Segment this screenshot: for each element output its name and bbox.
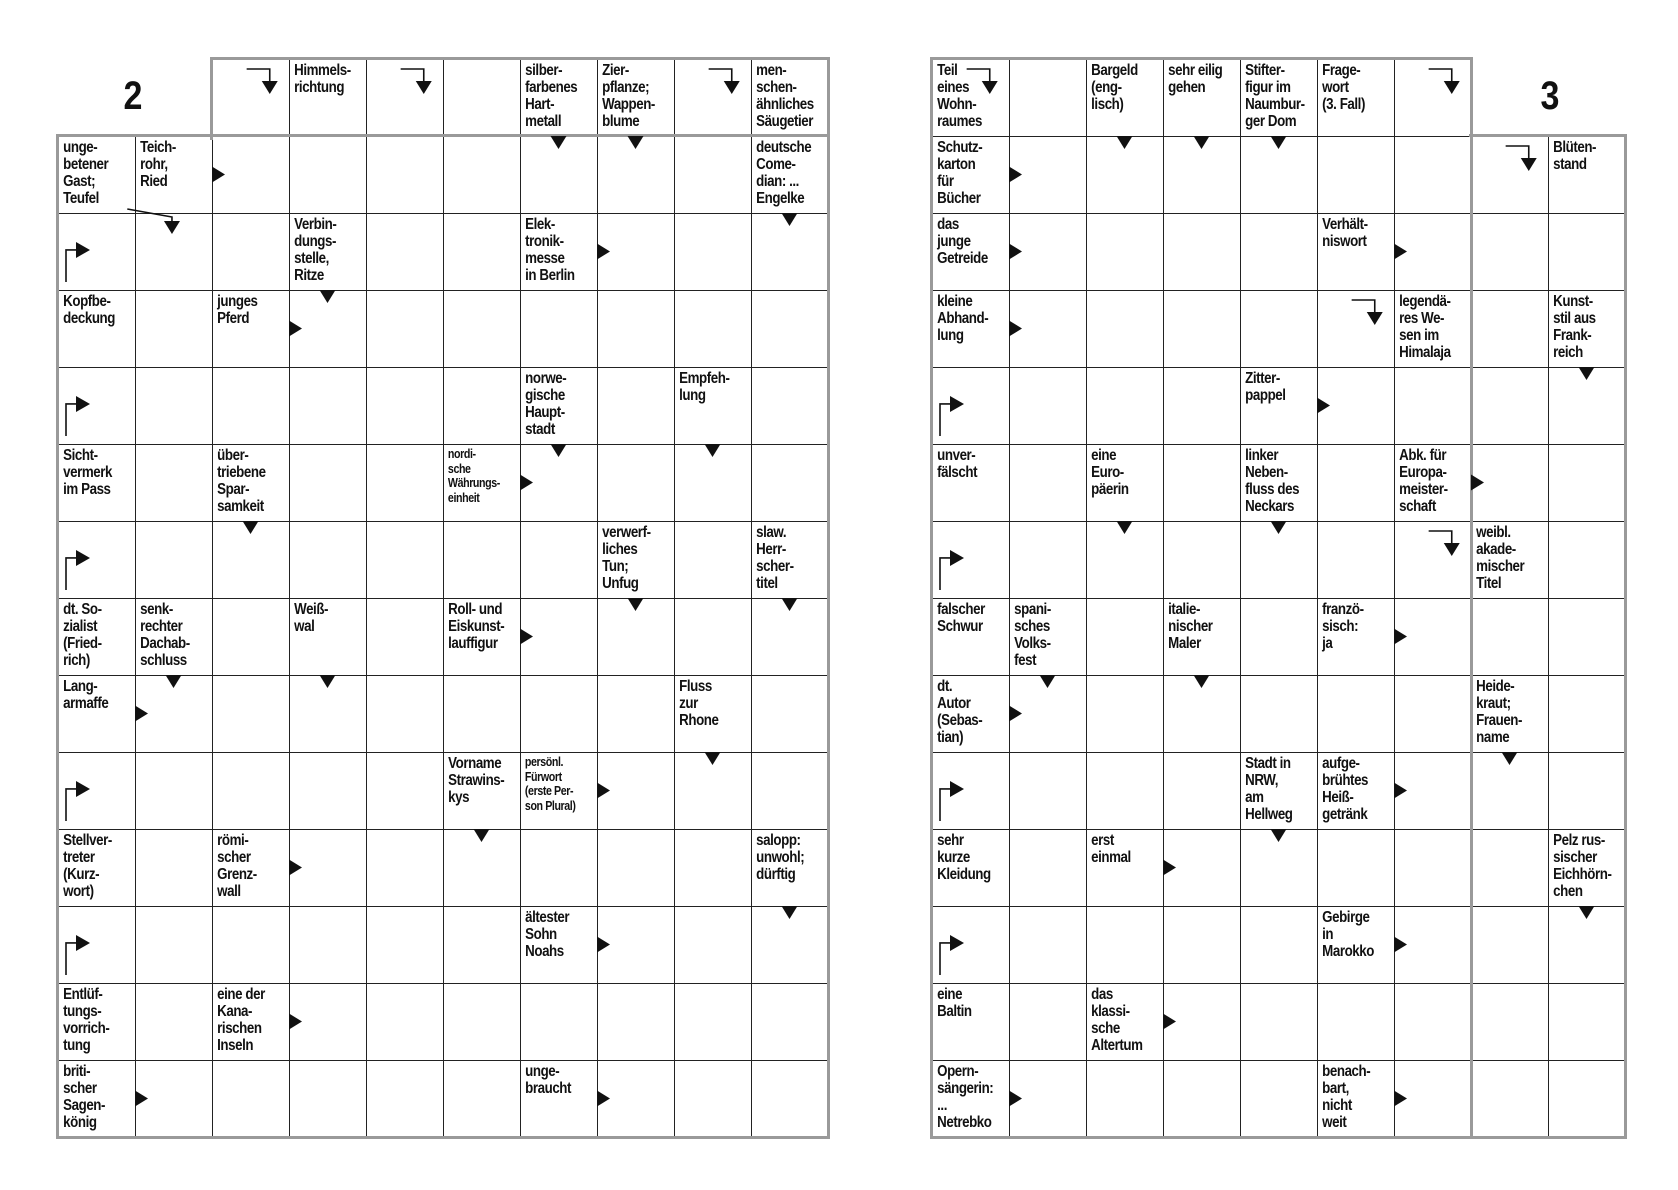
grid-cell[interactable] xyxy=(1240,290,1318,368)
grid-cell[interactable] xyxy=(520,598,598,676)
grid-cell[interactable] xyxy=(751,213,829,291)
grid-cell[interactable] xyxy=(674,59,752,137)
grid-cell[interactable] xyxy=(1163,1060,1241,1138)
clue-text: Verhält- niswort xyxy=(1322,216,1368,250)
grid-cell[interactable] xyxy=(58,367,136,445)
clue-text: aufge- brühtes Heiß- getränk xyxy=(1322,755,1369,823)
grid-cell[interactable] xyxy=(674,983,752,1061)
grid-cell[interactable] xyxy=(1394,675,1472,753)
clue-text: unge- betener Gast; Teufel xyxy=(63,139,109,207)
clue-text: unver- fälscht xyxy=(937,447,978,481)
clue-text: Zitter- pappel xyxy=(1245,370,1286,404)
grid-cell[interactable] xyxy=(1471,598,1549,676)
grid-cell[interactable] xyxy=(366,444,444,522)
grid-cell[interactable] xyxy=(597,213,675,291)
grid-cell[interactable] xyxy=(674,136,752,214)
clue-text: verwerf- liches Tun; Unfug xyxy=(602,524,651,592)
grid-cell[interactable] xyxy=(135,521,213,599)
grid-cell[interactable] xyxy=(1240,906,1318,984)
grid-cell[interactable] xyxy=(366,983,444,1061)
grid-cell[interactable] xyxy=(289,521,367,599)
grid-cell[interactable] xyxy=(1394,983,1472,1061)
grid-cell[interactable] xyxy=(674,213,752,291)
grid-cell[interactable] xyxy=(1471,983,1549,1061)
grid-cell[interactable] xyxy=(289,906,367,984)
clue-text: Frage- wort (3. Fall) xyxy=(1322,62,1365,113)
clue-text: slaw. Herr- scher- titel xyxy=(756,524,794,592)
grid-cell[interactable] xyxy=(366,598,444,676)
clue-text: Himmels- richtung xyxy=(294,62,351,96)
grid-cell[interactable] xyxy=(1317,367,1395,445)
grid-cell[interactable] xyxy=(1471,829,1549,907)
grid-cell[interactable] xyxy=(443,213,521,291)
grid-cell[interactable] xyxy=(1471,752,1549,830)
grid-cell[interactable] xyxy=(366,59,444,137)
clue-text: Fluss zur Rhone xyxy=(679,678,719,729)
clue-text: falscher Schwur xyxy=(937,601,985,635)
grid-cell[interactable] xyxy=(1163,290,1241,368)
grid-cell[interactable] xyxy=(212,675,290,753)
grid-cell[interactable] xyxy=(212,521,290,599)
grid-cell[interactable] xyxy=(597,752,675,830)
grid-cell[interactable] xyxy=(366,367,444,445)
grid-cell[interactable] xyxy=(597,136,675,214)
grid-cell[interactable] xyxy=(366,136,444,214)
grid-cell[interactable] xyxy=(443,675,521,753)
grid-cell[interactable] xyxy=(212,136,290,214)
grid-cell[interactable] xyxy=(1240,521,1318,599)
grid-cell[interactable] xyxy=(1009,444,1087,522)
grid-cell[interactable] xyxy=(212,752,290,830)
grid-cell[interactable] xyxy=(1548,521,1626,599)
grid-cell[interactable] xyxy=(597,829,675,907)
clue-text: Abk. für Europa- meister- schaft xyxy=(1399,447,1448,515)
grid-cell[interactable] xyxy=(443,367,521,445)
grid-cell[interactable] xyxy=(751,983,829,1061)
grid-cell[interactable] xyxy=(1317,829,1395,907)
clue-text: Entlüf- tungs- vorrich- tung xyxy=(63,986,110,1054)
grid-cell[interactable] xyxy=(366,1060,444,1138)
grid-cell[interactable] xyxy=(674,829,752,907)
grid-cell[interactable] xyxy=(1086,598,1164,676)
grid-cell[interactable] xyxy=(520,444,598,522)
grid-cell[interactable] xyxy=(212,59,290,137)
grid-cell[interactable] xyxy=(1240,213,1318,291)
grid-cell[interactable] xyxy=(289,367,367,445)
clue-text: sehr kurze Kleidung xyxy=(937,832,991,883)
clue-text: Kunst- stil aus Frank- reich xyxy=(1553,293,1596,361)
grid-cell[interactable] xyxy=(135,675,213,753)
clue-text: persönl. Fürwort (erste Per- son Plural) xyxy=(524,754,576,813)
grid-cell[interactable] xyxy=(289,444,367,522)
grid-cell[interactable] xyxy=(1163,752,1241,830)
clue-text: Gebirge in Marokko xyxy=(1322,909,1374,960)
grid-cell[interactable] xyxy=(1317,290,1395,368)
grid-cell[interactable] xyxy=(1163,213,1241,291)
grid-cell[interactable] xyxy=(1471,1060,1549,1138)
grid-cell[interactable] xyxy=(1240,1060,1318,1138)
grid-cell[interactable] xyxy=(1009,521,1087,599)
grid-cell[interactable] xyxy=(366,213,444,291)
clue-text: das klassi- sche Altertum xyxy=(1091,986,1143,1054)
clue-text: ältester Sohn Noahs xyxy=(525,909,570,960)
grid-cell[interactable] xyxy=(1548,1060,1626,1138)
clue-text: römi- scher Grenz- wall xyxy=(217,832,257,900)
grid-cell[interactable] xyxy=(366,521,444,599)
clue-text: sehr eilig gehen xyxy=(1168,62,1223,96)
grid-cell[interactable] xyxy=(1548,752,1626,830)
grid-cell[interactable] xyxy=(289,290,367,368)
grid-cell[interactable] xyxy=(1317,675,1395,753)
clue-text: italie- nischer Maler xyxy=(1168,601,1213,652)
grid-cell[interactable] xyxy=(1548,367,1626,445)
clue-text: Vorname Strawins- kys xyxy=(448,755,505,806)
grid-cell[interactable] xyxy=(289,983,367,1061)
clue-text: Opern- sängerin: ... Netrebko xyxy=(937,1063,994,1131)
grid-cell[interactable] xyxy=(443,829,521,907)
grid-cell[interactable] xyxy=(1009,213,1087,291)
grid-cell[interactable] xyxy=(443,290,521,368)
grid-cell[interactable] xyxy=(1548,675,1626,753)
grid-cell[interactable] xyxy=(1471,906,1549,984)
grid-cell[interactable] xyxy=(1240,829,1318,907)
clue-text: salopp: unwohl; dürftig xyxy=(756,832,805,883)
clue-text: benach- bart, nicht weit xyxy=(1322,1063,1371,1131)
grid-cell[interactable] xyxy=(1163,675,1241,753)
grid-cell[interactable] xyxy=(674,290,752,368)
clue-text: men- schen- ähnliches Säugetier xyxy=(756,62,814,130)
grid-cell[interactable] xyxy=(1086,675,1164,753)
grid-cell[interactable] xyxy=(674,598,752,676)
grid-cell[interactable] xyxy=(751,290,829,368)
clue-text: legendä- res We- sen im Himalaja xyxy=(1399,293,1451,361)
grid-cell[interactable] xyxy=(932,521,1010,599)
grid-cell[interactable] xyxy=(1009,290,1087,368)
grid-cell[interactable] xyxy=(212,1060,290,1138)
grid-cell[interactable] xyxy=(674,521,752,599)
grid-cell[interactable] xyxy=(366,675,444,753)
grid-cell[interactable] xyxy=(1163,367,1241,445)
clue-text: Roll- und Eiskunst- lauffigur xyxy=(448,601,505,652)
grid-cell[interactable] xyxy=(751,675,829,753)
clue-text: unge- braucht xyxy=(525,1063,572,1097)
clue-text: linker Neben- fluss des Neckars xyxy=(1245,447,1300,515)
grid-cell[interactable] xyxy=(212,367,290,445)
grid-cell[interactable] xyxy=(443,983,521,1061)
grid-cell[interactable] xyxy=(1394,213,1472,291)
grid-cell[interactable] xyxy=(1317,136,1395,214)
clue-text: Stadt in NRW, am Hellweg xyxy=(1245,755,1293,823)
clue-text: Empfeh- lung xyxy=(679,370,730,404)
grid-cell[interactable] xyxy=(1086,1060,1164,1138)
clue-text: nordi- sche Währungs- einheit xyxy=(447,446,500,505)
grid-cell[interactable] xyxy=(1240,675,1318,753)
grid-cell[interactable] xyxy=(751,444,829,522)
grid-cell[interactable] xyxy=(597,367,675,445)
grid-cell[interactable] xyxy=(1086,367,1164,445)
grid-cell[interactable] xyxy=(289,675,367,753)
clue-text: Zier- pflanze; Wappen- blume xyxy=(602,62,655,130)
grid-cell[interactable] xyxy=(597,598,675,676)
grid-cell[interactable] xyxy=(135,906,213,984)
grid-cell[interactable] xyxy=(58,521,136,599)
grid-cell[interactable] xyxy=(1394,906,1472,984)
grid-cell[interactable] xyxy=(443,1060,521,1138)
clue-text: das junge Getreide xyxy=(937,216,988,267)
grid-cell[interactable] xyxy=(289,136,367,214)
grid-cell[interactable] xyxy=(932,906,1010,984)
grid-cell[interactable] xyxy=(751,1060,829,1138)
clue-text: über- triebene Spar- samkeit xyxy=(217,447,266,515)
grid-cell[interactable] xyxy=(212,213,290,291)
grid-cell[interactable] xyxy=(520,290,598,368)
grid-cell[interactable] xyxy=(1394,521,1472,599)
grid-cell[interactable] xyxy=(751,752,829,830)
grid-cell[interactable] xyxy=(443,59,521,137)
clue-text: deutsche Come- dian: ... Engelke xyxy=(756,139,812,207)
clue-text: norwe- gische Haupt- stadt xyxy=(525,370,567,438)
grid-cell[interactable] xyxy=(1163,983,1241,1061)
grid-cell[interactable] xyxy=(135,1060,213,1138)
grid-cell[interactable] xyxy=(1548,983,1626,1061)
clue-text: Pelz rus- sischer Eichhörn- chen xyxy=(1553,832,1612,900)
grid-cell[interactable] xyxy=(1548,598,1626,676)
clue-text: Bargeld (eng- lisch) xyxy=(1091,62,1138,113)
grid-cell[interactable] xyxy=(1163,136,1241,214)
grid-cell[interactable] xyxy=(135,752,213,830)
grid-cell[interactable] xyxy=(1009,829,1087,907)
grid-cell[interactable] xyxy=(674,444,752,522)
grid-cell[interactable] xyxy=(1394,136,1472,214)
clue-text: franzö- sisch: ja xyxy=(1322,601,1364,652)
grid-cell[interactable] xyxy=(1086,521,1164,599)
grid-cell[interactable] xyxy=(366,752,444,830)
grid-cell[interactable] xyxy=(520,829,598,907)
grid-cell[interactable] xyxy=(1009,1060,1087,1138)
page-number: 2 xyxy=(123,74,143,118)
clue-text: Elek- tronik- messe in Berlin xyxy=(525,216,575,284)
grid-cell[interactable] xyxy=(366,829,444,907)
page-number: 3 xyxy=(1540,74,1560,118)
grid-cell[interactable] xyxy=(1009,983,1087,1061)
grid-cell[interactable] xyxy=(597,1060,675,1138)
grid-cell[interactable] xyxy=(1086,213,1164,291)
clue-text: Weiß- wal xyxy=(294,601,329,635)
grid-cell[interactable] xyxy=(751,906,829,984)
grid-cell[interactable] xyxy=(1471,444,1549,522)
clue-text: Kopfbe- deckung xyxy=(63,293,115,327)
grid-cell[interactable] xyxy=(597,290,675,368)
clue-text: dt. Autor (Sebas- tian) xyxy=(937,678,983,746)
grid-cell[interactable] xyxy=(212,598,290,676)
grid-cell[interactable] xyxy=(135,444,213,522)
grid-cell[interactable] xyxy=(1471,136,1549,214)
grid-cell[interactable] xyxy=(1009,906,1087,984)
grid-cell[interactable] xyxy=(1548,906,1626,984)
grid-cell[interactable] xyxy=(674,1060,752,1138)
grid-cell[interactable] xyxy=(520,521,598,599)
grid-cell[interactable] xyxy=(751,367,829,445)
clue-text: junges Pferd xyxy=(217,293,258,327)
grid-cell[interactable] xyxy=(443,136,521,214)
grid-cell[interactable] xyxy=(135,367,213,445)
grid-cell[interactable] xyxy=(1317,521,1395,599)
grid-cell[interactable] xyxy=(1163,829,1241,907)
grid-cell[interactable] xyxy=(751,598,829,676)
clue-text: weibl. akade- mischer Titel xyxy=(1476,524,1525,592)
grid-cell[interactable] xyxy=(1009,59,1087,137)
clue-text: eine Baltin xyxy=(937,986,972,1020)
grid-cell[interactable] xyxy=(520,675,598,753)
grid-cell[interactable] xyxy=(520,983,598,1061)
grid-cell[interactable] xyxy=(135,290,213,368)
clue-text: Verbin- dungs- stelle, Ritze xyxy=(294,216,337,284)
clue-text: erst einmal xyxy=(1091,832,1131,866)
grid-cell[interactable] xyxy=(1471,367,1549,445)
grid-cell[interactable] xyxy=(597,444,675,522)
clue-text: senk- rechter Dachab- schluss xyxy=(140,601,190,669)
grid-cell[interactable] xyxy=(1240,598,1318,676)
clue-text: kleine Abhand- lung xyxy=(937,293,989,344)
clue-text: Stifter- figur im Naumbur- ger Dom xyxy=(1245,62,1305,130)
grid-cell[interactable] xyxy=(1394,598,1472,676)
grid-cell[interactable] xyxy=(58,906,136,984)
grid-cell[interactable] xyxy=(1317,983,1395,1061)
clue-text: briti- scher Sagen- könig xyxy=(63,1063,106,1131)
clue-text: silber- farbenes Hart- metall xyxy=(525,62,578,130)
clue-text: Stellver- treter (Kurz- wort) xyxy=(63,832,112,900)
grid-cell[interactable] xyxy=(520,136,598,214)
clue-text: spani- sches Volks- fest xyxy=(1014,601,1051,669)
grid-cell[interactable] xyxy=(366,906,444,984)
grid-cell[interactable] xyxy=(58,213,136,291)
grid-cell[interactable] xyxy=(597,675,675,753)
grid-cell[interactable] xyxy=(135,213,213,291)
grid-cell[interactable] xyxy=(1009,752,1087,830)
grid-cell[interactable] xyxy=(1086,136,1164,214)
grid-cell[interactable] xyxy=(1009,675,1087,753)
grid-cell[interactable] xyxy=(1163,521,1241,599)
grid-cell[interactable] xyxy=(1163,906,1241,984)
grid-cell[interactable] xyxy=(1394,829,1472,907)
clue-text: Sicht- vermerk im Pass xyxy=(63,447,113,498)
grid-cell[interactable] xyxy=(1471,290,1549,368)
grid-cell[interactable] xyxy=(135,829,213,907)
grid-cell[interactable] xyxy=(1086,906,1164,984)
grid-cell[interactable] xyxy=(1163,444,1241,522)
grid-cell[interactable] xyxy=(932,367,1010,445)
grid-cell[interactable] xyxy=(1317,444,1395,522)
grid-cell[interactable] xyxy=(597,983,675,1061)
grid-cell[interactable] xyxy=(58,752,136,830)
grid-cell[interactable] xyxy=(674,906,752,984)
grid-cell[interactable] xyxy=(135,983,213,1061)
clue-text: Schutz- karton für Bücher xyxy=(937,139,983,207)
grid-cell[interactable] xyxy=(289,829,367,907)
grid-cell[interactable] xyxy=(1240,983,1318,1061)
clue-text: Lang- armaffe xyxy=(63,678,109,712)
grid-cell[interactable] xyxy=(1086,752,1164,830)
clue-text: eine der Kana- rischen Inseln xyxy=(217,986,265,1054)
grid-cell[interactable] xyxy=(366,290,444,368)
grid-cell[interactable] xyxy=(1548,444,1626,522)
clue-text: Heide- kraut; Frauen- name xyxy=(1476,678,1523,746)
grid-cell[interactable] xyxy=(212,906,290,984)
grid-cell[interactable] xyxy=(1240,136,1318,214)
grid-cell[interactable] xyxy=(289,1060,367,1138)
grid-cell[interactable] xyxy=(1471,213,1549,291)
grid-cell[interactable] xyxy=(597,906,675,984)
grid-cell[interactable] xyxy=(1394,1060,1472,1138)
grid-cell[interactable] xyxy=(1394,367,1472,445)
grid-cell[interactable] xyxy=(289,752,367,830)
grid-cell[interactable] xyxy=(443,521,521,599)
grid-cell[interactable] xyxy=(932,752,1010,830)
grid-cell[interactable] xyxy=(1394,59,1472,137)
grid-cell[interactable] xyxy=(1086,290,1164,368)
grid-cell[interactable] xyxy=(443,906,521,984)
clue-text: Blüten- stand xyxy=(1553,139,1597,173)
grid-cell[interactable] xyxy=(1548,213,1626,291)
clue-text: Teich- rohr, Ried xyxy=(140,139,176,190)
grid-cell[interactable] xyxy=(1009,136,1087,214)
grid-cell[interactable] xyxy=(1009,367,1087,445)
clue-text: Teil eines Wohn- raumes xyxy=(937,62,983,130)
grid-cell[interactable] xyxy=(1394,752,1472,830)
grid-cell[interactable] xyxy=(674,752,752,830)
clue-text: dt. So- zialist (Fried- rich) xyxy=(63,601,102,669)
clue-text: eine Euro- päerin xyxy=(1091,447,1129,498)
